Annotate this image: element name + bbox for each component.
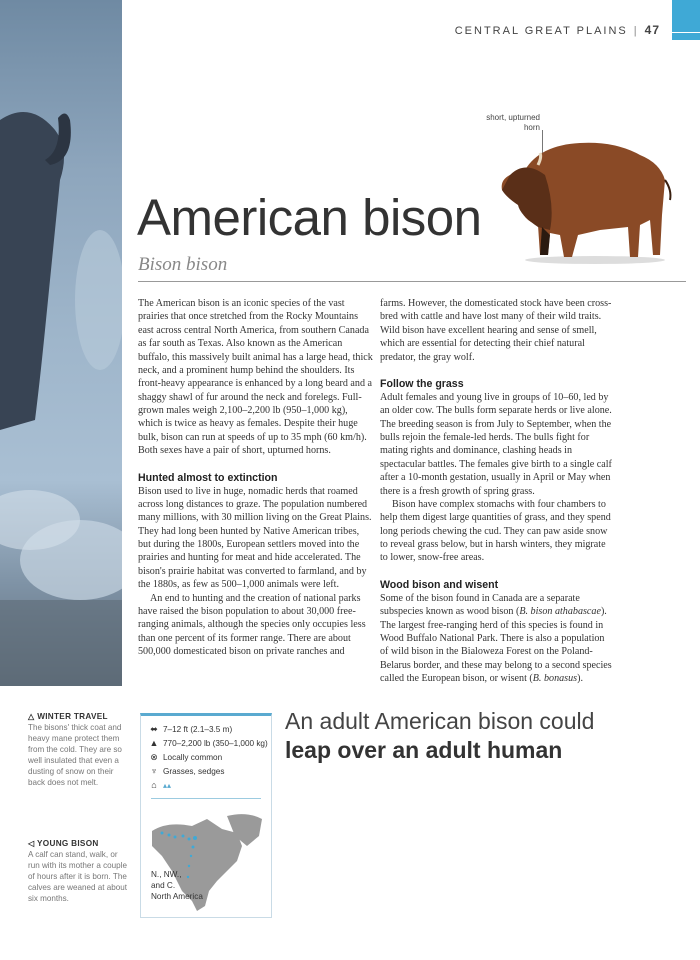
- weight-value: 770–2,200 lb (350–1,000 kg): [163, 738, 268, 748]
- paragraph: Adult females and young live in groups of 10–60, led by an older cow. The bulls form separate herds or live alone. The breeding season is from July to September, when the bulls rejoin the female-led herds. The bulls fight for mating rights and dominance, clashing heads in spectacular battles. The females give birth to a single calf after a 10-month gestation, usually in April or May when there is a fresh growth of spring grass.: [380, 391, 612, 497]
- note-title-text: WINTER TRAVEL: [37, 712, 108, 721]
- weight-row: [141, 736, 271, 750]
- range-text: N., NW.,: [151, 870, 182, 879]
- intro-paragraph: The American bison is an iconic species of the vast prairies that once stretched from the Rocky Mountains east across central North America, from southern Canada as far south as Texas. Also known as the American buffalo, this massively built animal has a large head, thick neck, and a prominent hump behind the shoulders. Its front-heavy appearance is enhanced by a long beard and a shaggy shawl of fur around the neck and forelegs. Full-grown males weigh 2,100–2,200 lb (950–1,000 kg), which is twice as heavy as females. Despite their huge bulk, bison can run at speeds of up to 35 mph (60 km/h). Both sexes have a pair of short, upturned horns.: [138, 298, 373, 457]
- text: ). The largest free-ranging herd of this species is found in Wood Buffalo National Park. There is also a population of wild bison in the Bialoweza Forest on the Poland-Belarus border, and these may belong to a second species called the European bison, or wisent (: [380, 606, 612, 684]
- paragraph: [380, 592, 615, 686]
- species-name: B. bison athabascae: [519, 606, 601, 618]
- heading-wood-bison: Wood bison and wisent: [380, 578, 499, 591]
- section-tab: [672, 0, 700, 40]
- heading-follow-grass: Follow the grass: [380, 377, 464, 390]
- pull-quote: [285, 707, 594, 765]
- text-column-2: [380, 297, 615, 685]
- paragraph: An end to hunting and the creation of national parks have raised the bison population to about 30,000 free-ranging animals, although the species only occupies less than one percent of its former range. There are about 500,000 domesticated bison on private ranches and: [138, 592, 366, 657]
- note-title: [28, 838, 128, 849]
- heading-hunted: Hunted almost to extinction: [138, 471, 278, 484]
- text-column-1: [138, 297, 373, 658]
- habitat-row: [141, 778, 271, 792]
- grassland-icon: ▴▴: [163, 780, 172, 790]
- diet-value: Grasses, sedges: [163, 766, 225, 776]
- status-row: [141, 750, 271, 764]
- scientific-name: Bison bison: [138, 254, 228, 275]
- paragraph: Bison have complex stomachs with four chambers to help them digest large quantities of grass, and they spend long periods chewing the cud. They can paw aside snow to reveal grass below, but in harsh winters, they migrate to lower, snow-free areas.: [380, 498, 611, 564]
- note-young-bison: [28, 838, 128, 904]
- triangle-up-icon: △: [28, 712, 35, 721]
- species-name: B. bonasus: [532, 673, 578, 684]
- diet-row: [141, 764, 271, 778]
- note-title-text: YOUNG BISON: [37, 839, 99, 848]
- page-number: 47: [644, 23, 660, 37]
- winter-bison-photo: [0, 0, 122, 686]
- range-label: [151, 869, 203, 902]
- range-text: North America: [151, 892, 203, 901]
- text: Some of the bison found in Canada are a separate subspecies known as wood bison (: [380, 592, 580, 618]
- range-text: and C.: [151, 881, 176, 890]
- status-value: Locally common: [163, 752, 223, 762]
- fact-box: [140, 713, 272, 918]
- text: ).: [577, 673, 583, 684]
- note-text: The bisons' thick coat and heavy mane protect them from the cold. They are so well insulated that even a dusting of snow on their back does not melt.: [28, 723, 122, 787]
- length-value: 7–12 ft (2.1–3.5 m): [163, 724, 233, 734]
- triangle-left-icon: ◁: [28, 839, 35, 848]
- status-icon: ⊗: [150, 751, 158, 762]
- weight-icon: ▲: [149, 738, 159, 748]
- section-name: CENTRAL GREAT PLAINS: [454, 25, 628, 37]
- quote-line: An adult American bison could: [285, 708, 595, 734]
- length-row: [141, 722, 271, 736]
- paragraph: farms. However, the domesticated stock have been cross-bred with cattle and have lost many of their wild traits. Wild bison have excellent hearing and sense of smell, which are essential for detecting their chief natural predator, the gray wolf.: [380, 298, 612, 363]
- habitat-house-icon: ⌂: [151, 780, 157, 790]
- note-text: A calf can stand, walk, or run with its mother a couple of hours after it is born. The calves are weaned at about six months.: [28, 850, 127, 903]
- paragraph: Bison used to live in huge, nomadic herds that roamed across long distances to graze. The population numbered many millions, with 30 million living on the Great Plains. They had long been hunted by Native American tribes, but during the 1800s, European settlers moved into the prairies and hunting for meat and hide accelerated. The bison's prairie habitat was converted to farmland, and by the 1880s, as few as 500–1,000 animals were left.: [138, 485, 372, 591]
- grass-icon: ♆: [150, 766, 158, 776]
- length-arrows-icon: ⬌: [150, 723, 158, 734]
- note-title: [28, 711, 128, 722]
- note-winter-travel: [28, 711, 128, 788]
- quote-emphasis: leap over an adult human: [285, 737, 563, 763]
- divider: [151, 798, 261, 799]
- page-title: American bison: [137, 189, 482, 246]
- horn-callout: short, upturned horn: [486, 113, 540, 132]
- running-header: CENTRAL GREAT PLAINS | 47: [454, 23, 660, 37]
- bison-illustration: [500, 135, 675, 265]
- title-rule: [138, 281, 686, 282]
